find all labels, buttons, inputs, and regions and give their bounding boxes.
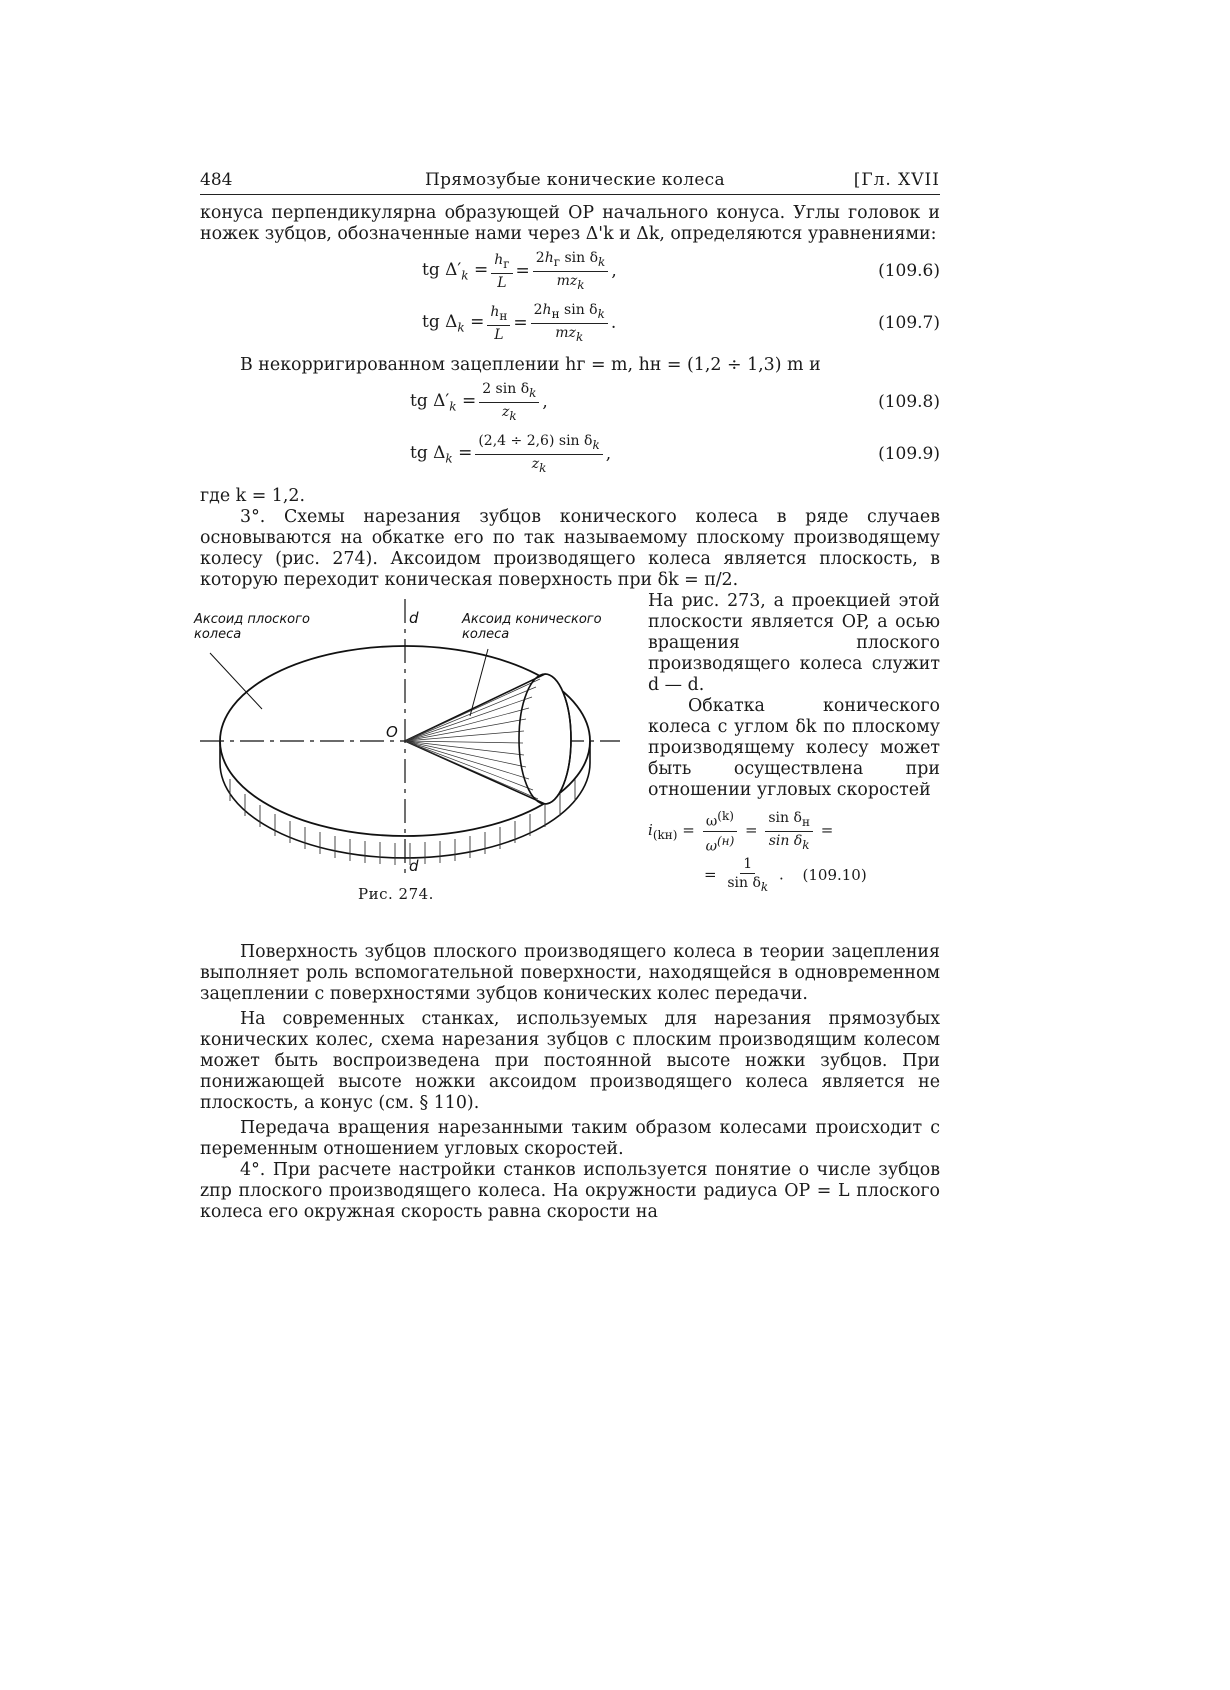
figure-row [194,591,940,936]
label-cone-axoid-line2: колеса [462,627,510,642]
label-cone-axoid-line1: Аксоид конического [462,612,602,627]
eq-number-109-8: (109.8) [878,392,940,412]
paragraph-4: 3°. Схемы нарезания зубцов конического колеса в ряде случаев основываются на обкатке его по так называемому плоскому производящему колесу (рис. 274). Аксоидом производящего колеса является плоскость, в которую переходит коническая поверхность при δk = π/2. [200,507,940,590]
running-title: Прямозубые конические колеса [425,170,725,190]
side-paragraph-2: Обкатка конического колеса с углом δk по плоскому производящему колесу может быть осуществлена при отношении угловых скоростей [648,696,940,800]
paragraph-6: На современных станках, используемых для нарезания прямозубых конических колес, схема нарезания зубцов с плоским производящим колесом может быть воспроизведена при постоянной высоте ножки зубцов. При понижающей высоте ножки аксоидом производящего колеса является не плоскость, а конус (см. § 110). [200,1009,940,1113]
side-text [648,591,940,896]
label-d-bottom: d [409,857,419,875]
chapter-label: [Гл. XVII [853,170,940,190]
equation-109-8: tg $\Delta'_k$ = $\frac{2 \sin \delta_k}{z_k}$ , (109.8) [410,381,940,423]
equation-109-9: tg $\Delta_k$ = $\frac{(2,4 \div 2,6) \sin \delta_k}{z_k}$ , (109.9) [410,433,940,475]
figure-caption: Рис. 274. [358,885,434,903]
page [194,170,940,1223]
paragraph-3: где k = 1,2. [200,486,305,506]
paragraph-8: 4°. При расчете настройки станков используется понятие о числе зубцов zпр плоского производящего колеса. На окружности радиуса OP = L плоского колеса его окружная скорость равна скорости на [200,1160,940,1222]
paragraph-1: конуса перпендикулярна образующей OP начального конуса. Углы головок и ножек зубцов, обозначенные нами через Δ'k и Δk, определяются уравнениями: [200,203,940,244]
equation-109-6: tg $\Delta'_k$ = $\frac{h_г}{L}$ = $\frac{2h_г \sin \delta_k}{mz_k}$ , (109.6) [422,250,940,292]
equation-109-7: tg $\Delta_k$ = $\frac{h_н}{L}$ = $\frac{2h_н \sin \delta_k}{mz_k}$ . (109.7) [422,302,940,344]
page-number: 484 [200,170,233,190]
figure-274 [194,591,640,936]
running-header [200,170,940,195]
label-o: O [386,723,398,741]
cone-wheel-axoid [405,674,571,804]
eq-number-109-6: (109.6) [878,261,940,281]
label-flat-axoid-line2: колеса [194,627,242,642]
paragraph-7: Передача вращения нарезанными таким образом колесами происходит с переменным отношением угловых скоростей. [200,1118,940,1159]
paragraph-5: Поверхность зубцов плоского производящего колеса в теории зацепления выполняет роль вспомогательной поверхности, находящейся в одновременном зацеплении с поверхностями зубцов конических колес передачи. [200,942,940,1004]
side-paragraph-1: На рис. 273, а проекцией этой плоскости является OP, а осью вращения плоского производящего колеса служит d — d. [648,591,940,695]
equation-109-10: $i_{(kн)}$ = $\frac{\omega^{(k)}}{\omega^{(н)}}$ = $\frac{\sin \delta_н}{\sin \delta_k}$ = = $\frac{1}{\sin \delta_k}$ . (109.10) [648,809,867,895]
leader-flat [210,653,262,709]
paragraph-2: В некорригированном зацеплении hг = m, hн = (1,2 ÷ 1,3) m и [240,355,821,375]
eq-number-109-7: (109.7) [878,313,940,333]
eq-number-109-9: (109.9) [878,444,940,464]
eq-number-109-10: (109.10) [802,865,867,884]
label-d-top: d [409,609,419,627]
label-flat-axoid-line1: Аксоид плоского [194,612,310,627]
